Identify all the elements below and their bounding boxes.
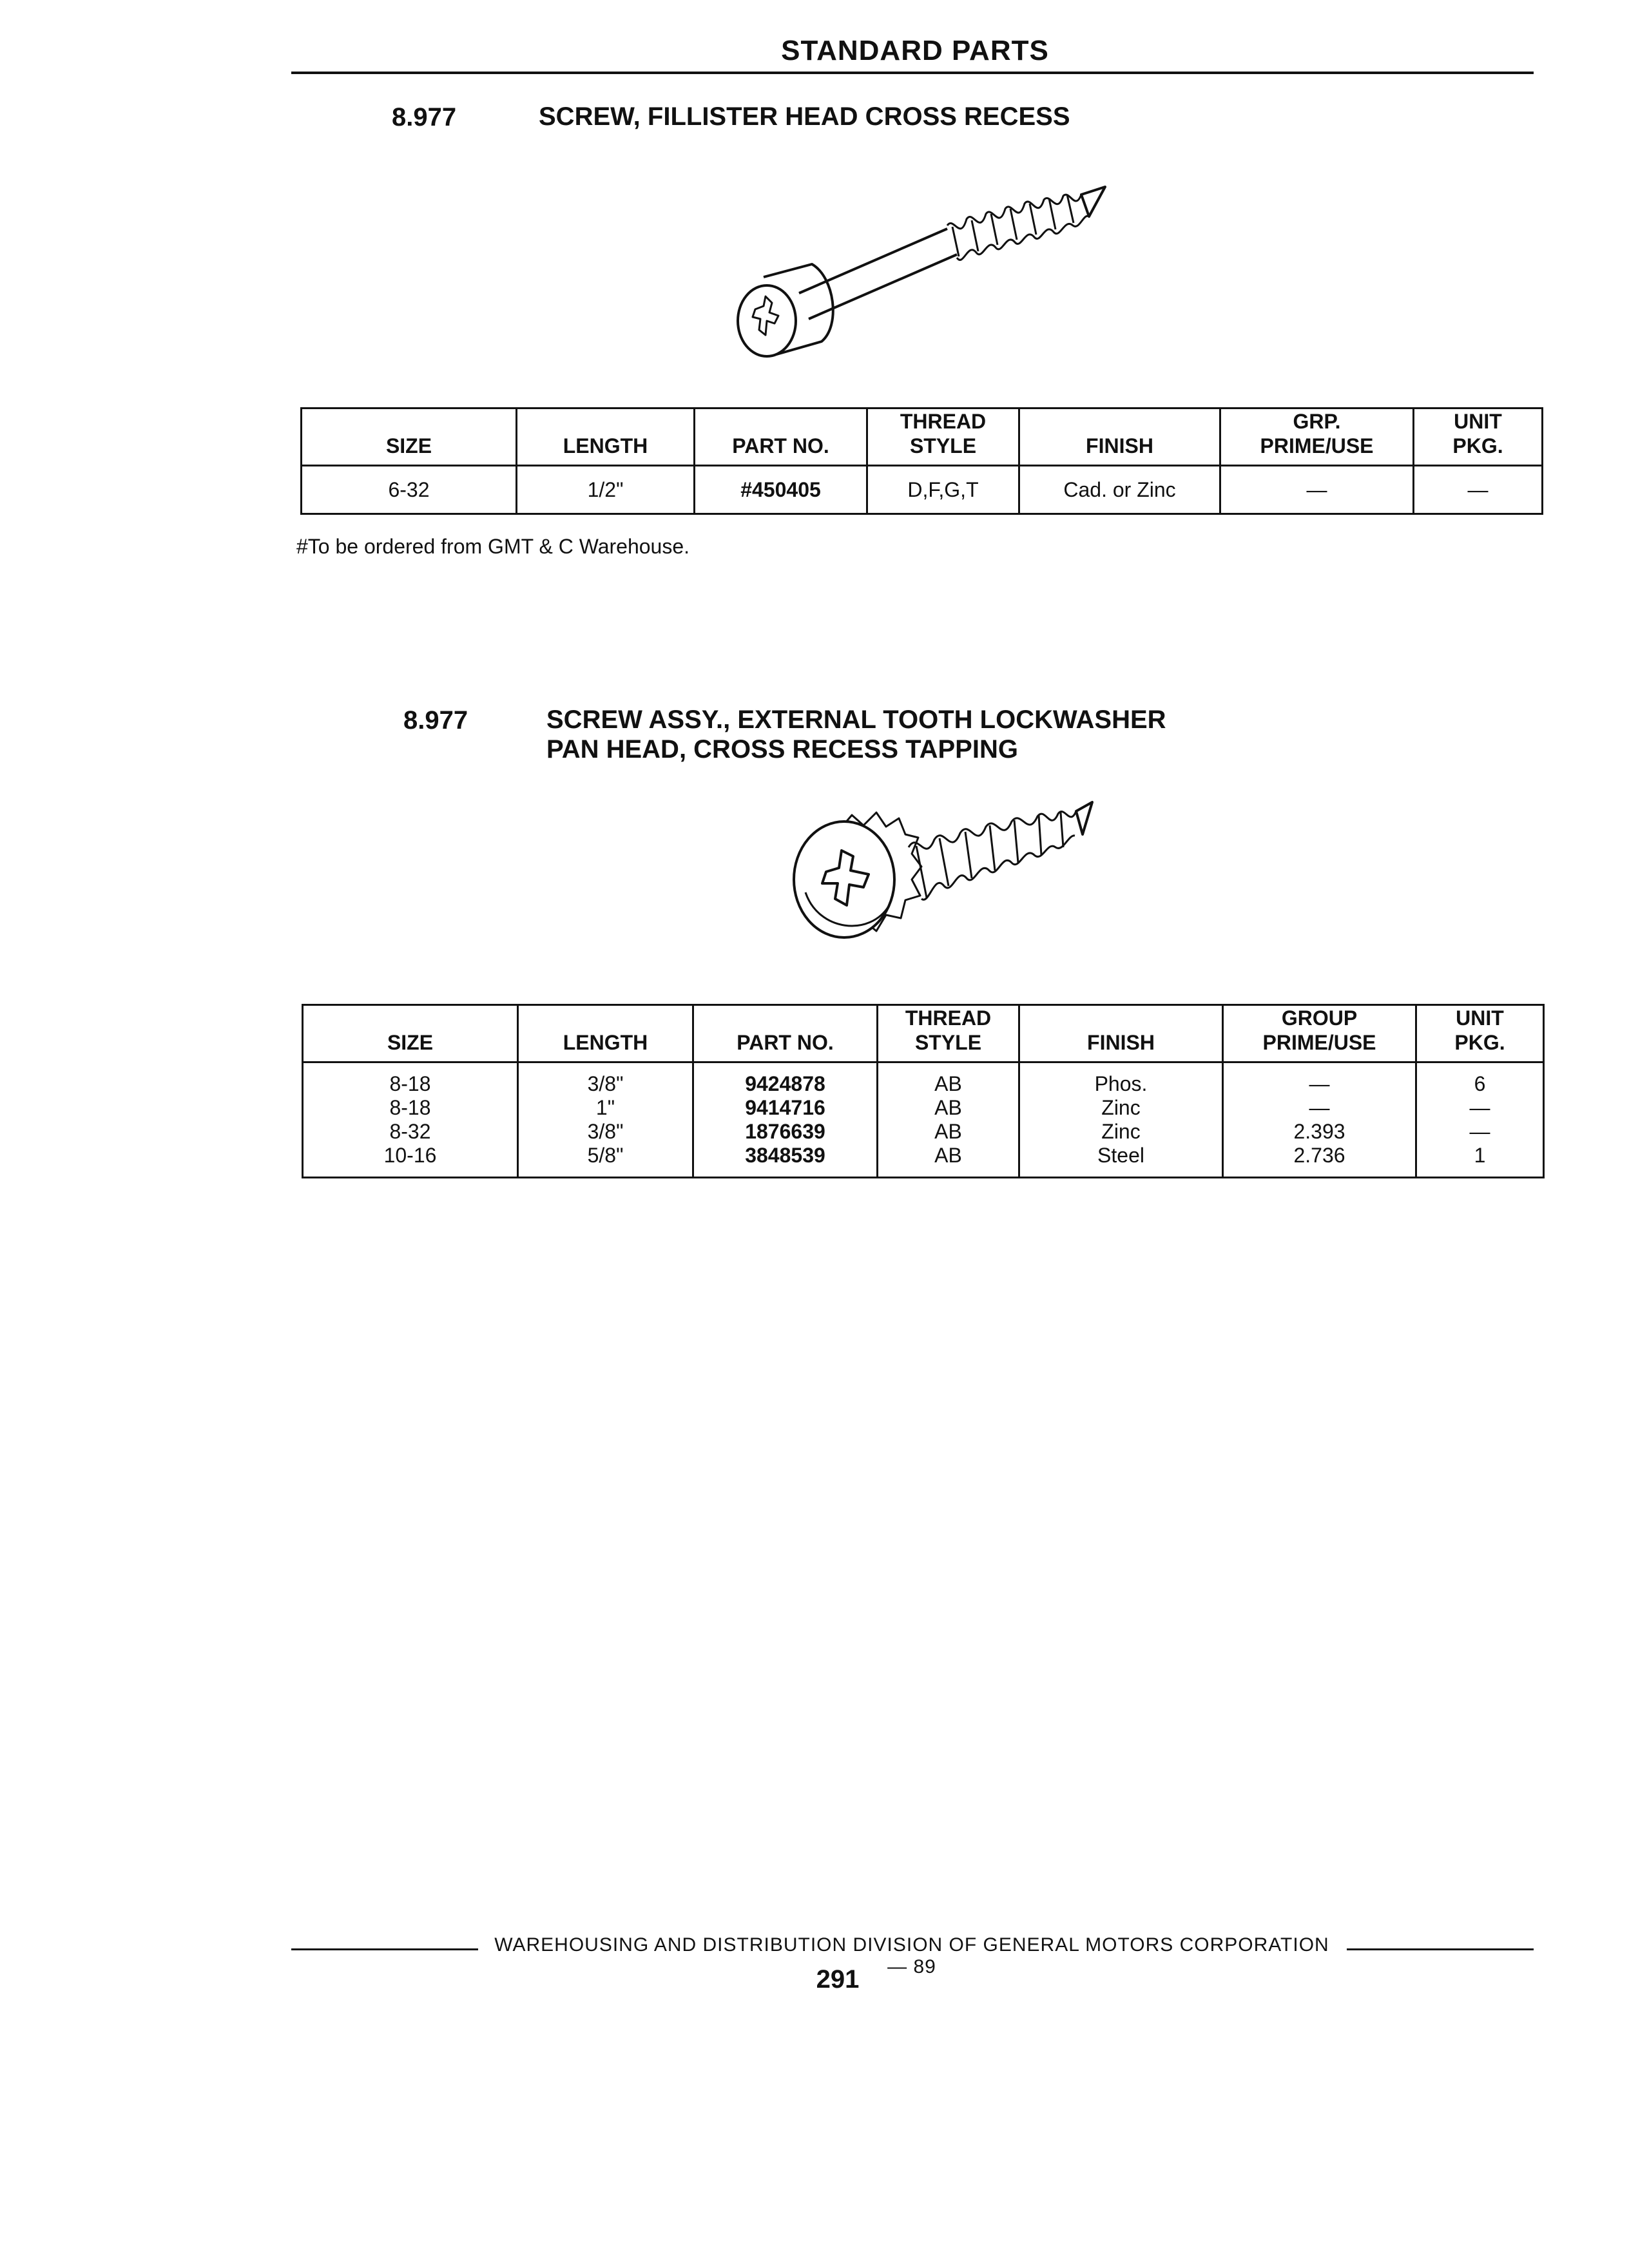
fillister-screw-illustration (702, 180, 1128, 387)
column-header-finish: FINISH (1019, 408, 1220, 466)
section1-parts-table (300, 407, 1543, 515)
cell-thread-style: D,F,G,T (867, 466, 1019, 514)
cell-unit-pkg: — (1416, 1096, 1544, 1120)
lockwasher-screw-illustration (780, 789, 1102, 970)
cell-size: 10-16 (303, 1144, 518, 1178)
table-header-row (303, 1005, 1544, 1062)
cell-size: 8-32 (303, 1120, 518, 1144)
cell-length: 3/8" (518, 1120, 693, 1144)
cell-prime-use: — (1220, 466, 1414, 514)
cell-finish: Zinc (1019, 1120, 1223, 1144)
column-header-thread-style: THREAD STYLE (878, 1005, 1019, 1062)
column-header-thread-style: THREAD STYLE (867, 408, 1019, 466)
cell-part-no: 9414716 (693, 1096, 878, 1120)
cell-size: 6-32 (302, 466, 517, 514)
column-header-finish: FINISH (1019, 1005, 1223, 1062)
table-row (302, 466, 1543, 514)
page-number: 291 (816, 1965, 860, 1994)
cell-length: 3/8" (518, 1062, 693, 1097)
cell-part-no: 9424878 (693, 1062, 878, 1097)
section1-footnote: #To be ordered from GMT & C Warehouse. (296, 535, 690, 558)
section2-parts-table (302, 1004, 1545, 1178)
cell-unit-pkg: 6 (1416, 1062, 1544, 1097)
column-header-part-no: PART NO. (695, 408, 867, 466)
header-rule (291, 72, 1534, 74)
table-row (303, 1144, 1544, 1178)
cell-thread-style: AB (878, 1096, 1019, 1120)
cell-unit-pkg: — (1416, 1120, 1544, 1144)
footer-rule-left (291, 1948, 478, 1950)
table-header-row (302, 408, 1543, 466)
column-header-length: LENGTH (517, 408, 695, 466)
cell-thread-style: AB (878, 1120, 1019, 1144)
column-header-prime-use: GRP. PRIME/USE (1220, 408, 1414, 466)
column-header-unit-pkg: UNIT PKG. (1416, 1005, 1544, 1062)
cell-finish: Phos. (1019, 1062, 1223, 1097)
column-header-size: SIZE (303, 1005, 518, 1062)
column-header-unit-pkg: UNIT PKG. (1414, 408, 1543, 466)
cell-part-no: 3848539 (693, 1144, 878, 1178)
cell-finish: Zinc (1019, 1096, 1223, 1120)
section1-number: 8.977 (392, 103, 457, 131)
table-row (303, 1062, 1544, 1097)
footer-text: WAREHOUSING AND DISTRIBUTION DIVISION OF GENERAL MOTORS CORPORATION — 89 (494, 1934, 1329, 1977)
section1-title: SCREW, FILLISTER HEAD CROSS RECESS (539, 102, 1070, 131)
column-header-size: SIZE (302, 408, 517, 466)
cell-thread-style: AB (878, 1062, 1019, 1097)
cell-part-no: #450405 (695, 466, 867, 514)
page-header-title: STANDARD PARTS (781, 35, 1049, 66)
column-header-part-no: PART NO. (693, 1005, 878, 1062)
cell-prime-use: 2.736 (1223, 1144, 1416, 1178)
cell-size: 8-18 (303, 1096, 518, 1120)
cell-prime-use: 2.393 (1223, 1120, 1416, 1144)
cell-prime-use: — (1223, 1096, 1416, 1120)
cell-length: 5/8" (518, 1144, 693, 1178)
cell-finish: Steel (1019, 1144, 1223, 1178)
column-header-length: LENGTH (518, 1005, 693, 1062)
cell-part-no: 1876639 (693, 1120, 878, 1144)
cell-unit-pkg: 1 (1416, 1144, 1544, 1178)
cell-prime-use: — (1223, 1062, 1416, 1097)
column-header-prime-use: GROUP PRIME/USE (1223, 1005, 1416, 1062)
cell-unit-pkg: — (1414, 466, 1543, 514)
table-row (303, 1120, 1544, 1144)
table-row (303, 1096, 1544, 1120)
cell-length: 1" (518, 1096, 693, 1120)
section2-number: 8.977 (403, 706, 468, 735)
cell-finish: Cad. or Zinc (1019, 466, 1220, 514)
cell-thread-style: AB (878, 1144, 1019, 1178)
footer-rule-right (1347, 1948, 1534, 1950)
section2-title-line1: SCREW ASSY., EXTERNAL TOOTH LOCKWASHER (546, 706, 1166, 734)
section2-title-line2: PAN HEAD, CROSS RECESS TAPPING (546, 735, 1018, 764)
cell-length: 1/2" (517, 466, 695, 514)
cell-size: 8-18 (303, 1062, 518, 1097)
